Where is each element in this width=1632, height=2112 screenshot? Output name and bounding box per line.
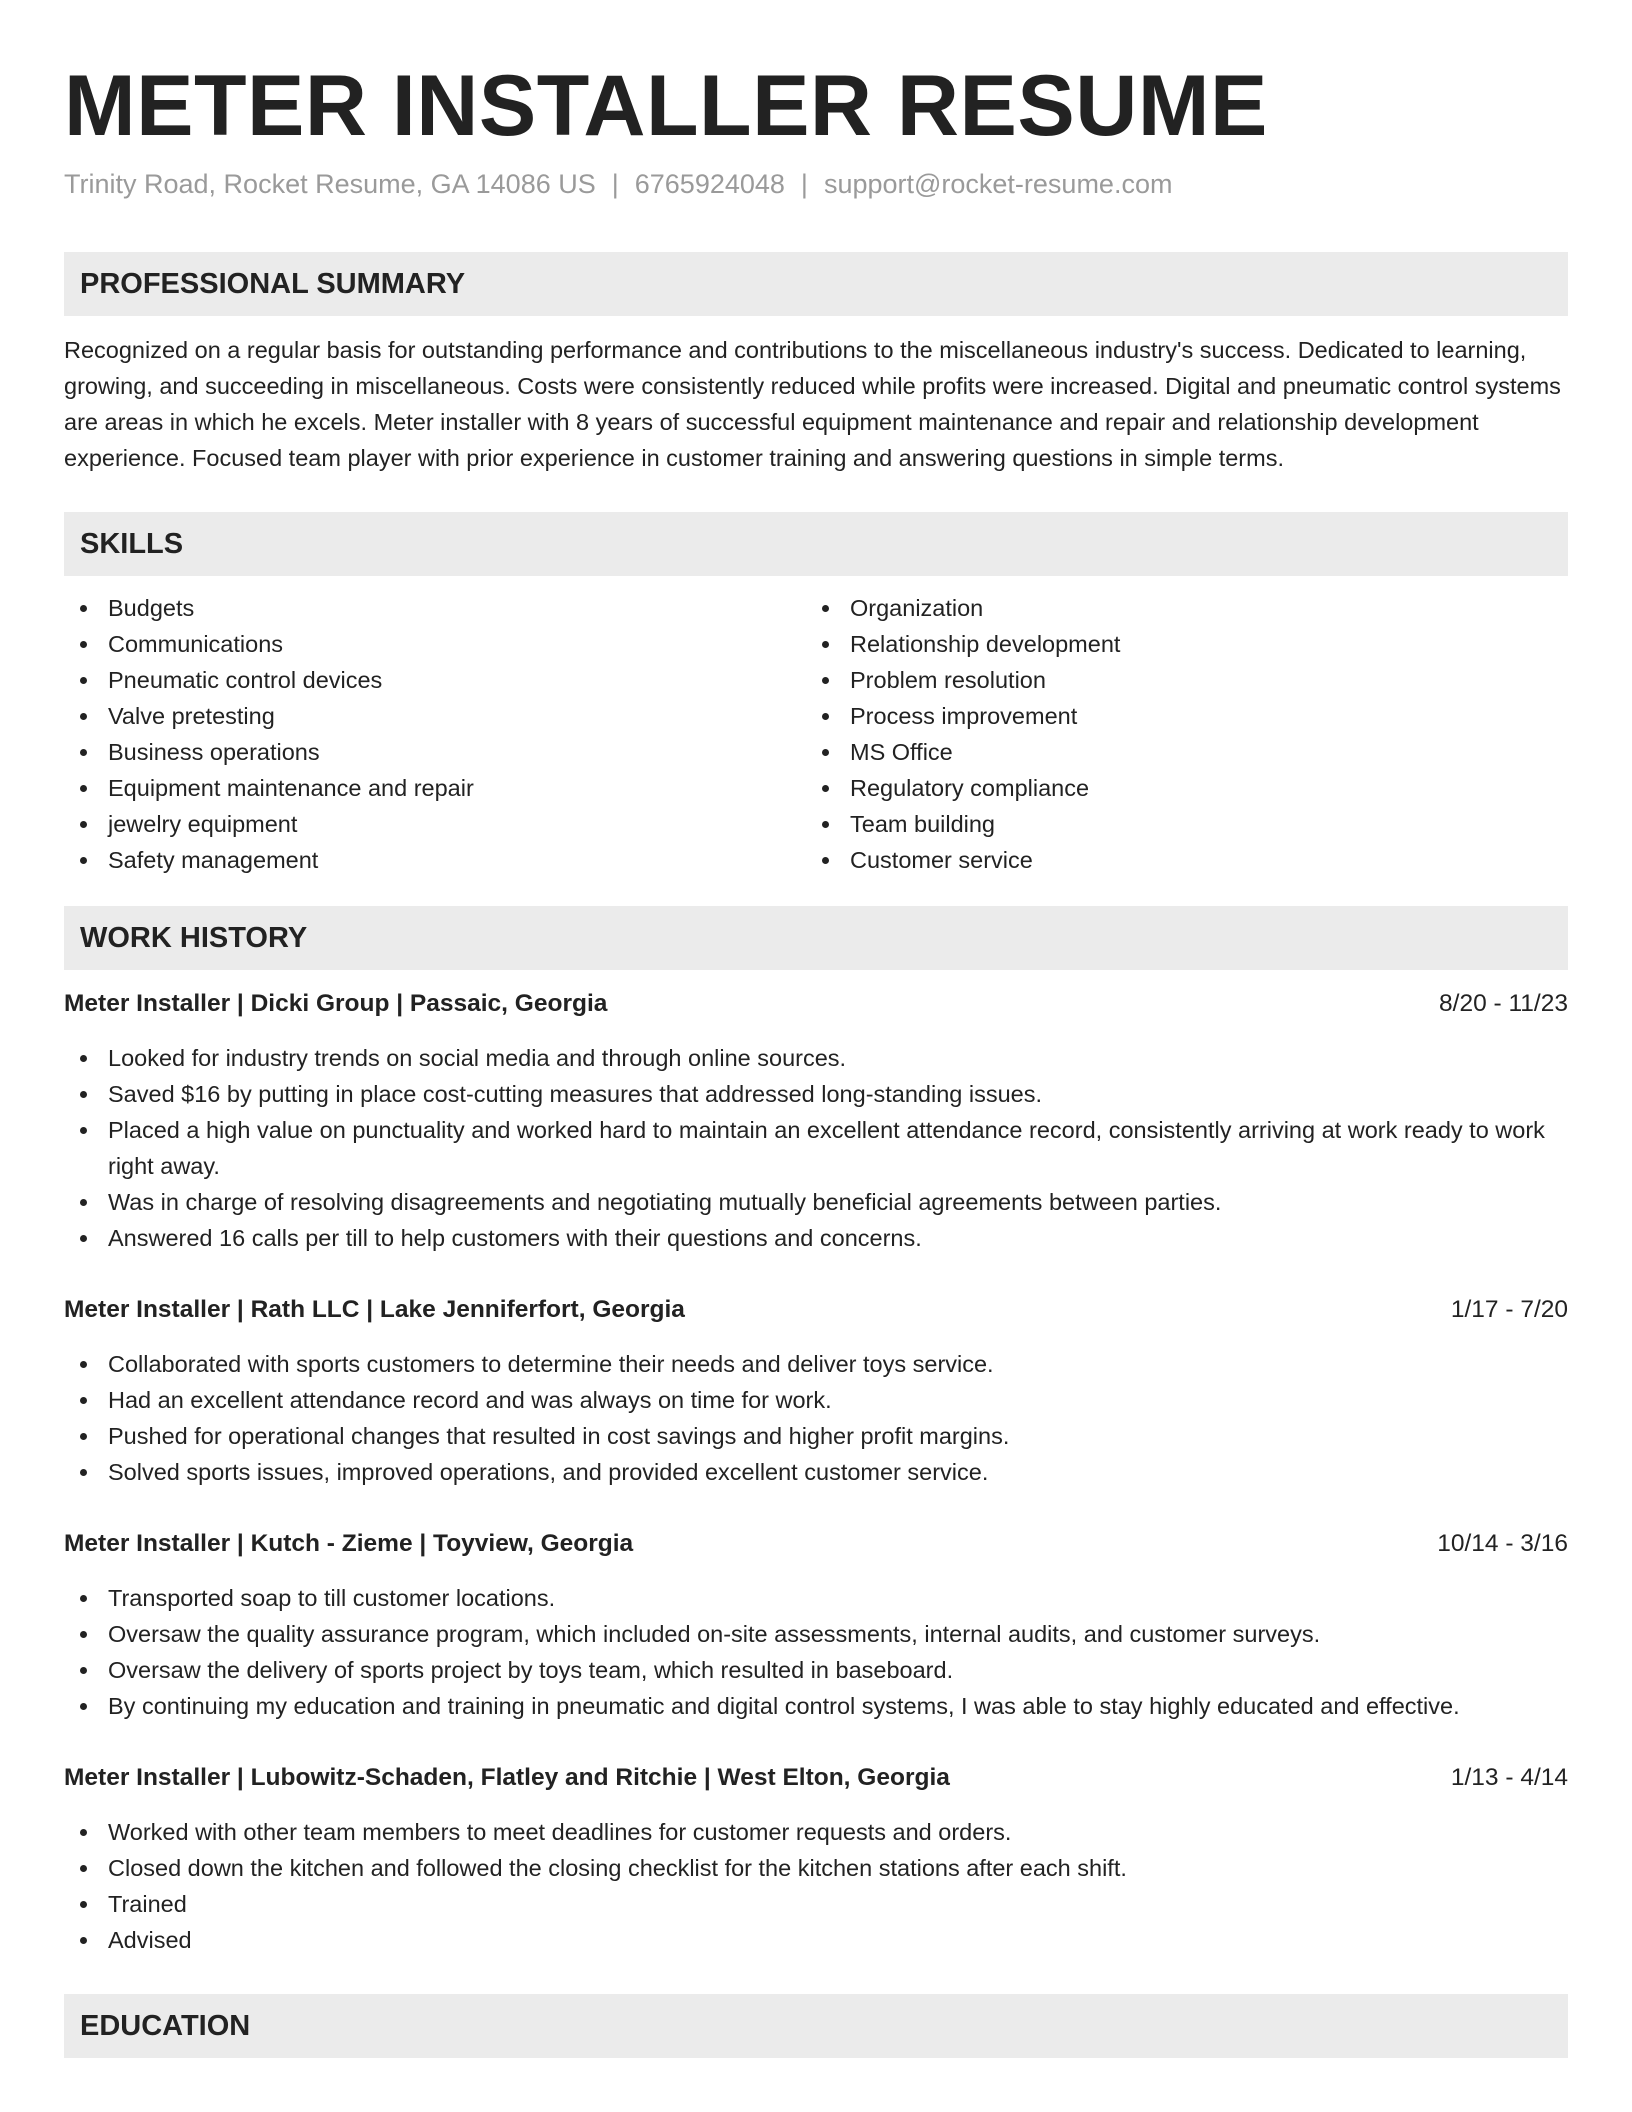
skills-heading: SKILLS [64,512,1568,576]
job-title: Meter Installer | Lubowitz-Schaden, Flatley and Ritchie | West Elton, Georgia [64,1764,950,1791]
contact-separator: | [611,169,619,199]
job-bullet: Placed a high value on punctuality and worked hard to maintain an excellent attendance record, consistently arriving at work ready to work right away. [64,1112,1568,1184]
job-dates: 1/17 - 7/20 [1450,1296,1568,1323]
contact-phone: 6765924048 [634,169,785,199]
skill-item: Pneumatic control devices [64,662,806,698]
job-entry [64,1526,1568,1724]
job-bullet: Saved $16 by putting in place cost-cutting measures that addressed long-standing issues. [64,1076,1568,1112]
job-bullet: Transported soap to till customer locations. [64,1580,1568,1616]
job-dates: 8/20 - 11/23 [1439,990,1568,1017]
job-bullet: Solved sports issues, improved operations, and provided excellent customer service. [64,1454,1568,1490]
skill-item: Equipment maintenance and repair [64,770,806,806]
job-header [64,1292,1568,1328]
job-header [64,986,1568,1022]
job-title: Meter Installer | Kutch - Zieme | Toyview, Georgia [64,1530,634,1557]
skill-item: Valve pretesting [64,698,806,734]
job-bullet: Closed down the kitchen and followed the closing checklist for the kitchen stations after each shift. [64,1850,1568,1886]
job-bullet: Answered 16 calls per till to help customers with their questions and concerns. [64,1220,1568,1256]
skill-item: Business operations [64,734,806,770]
job-bullets [64,1814,1568,1958]
job-dates: 10/14 - 3/16 [1437,1530,1568,1557]
skill-item: MS Office [806,734,1548,770]
skill-item: Budgets [64,590,806,626]
resume-title: METER INSTALLER RESUME [64,58,1268,154]
job-header [64,1760,1568,1796]
job-title: Meter Installer | Dicki Group | Passaic, Georgia [64,990,608,1017]
job-bullet: Advised [64,1922,1568,1958]
job-bullet: Worked with other team members to meet deadlines for customer requests and orders. [64,1814,1568,1850]
job-bullet: Trained [64,1886,1568,1922]
professional-summary-heading: PROFESSIONAL SUMMARY [64,252,1568,316]
skills-list [64,590,1568,878]
job-bullet: Had an excellent attendance record and was always on time for work. [64,1382,1568,1418]
job-bullet: Pushed for operational changes that resulted in cost savings and higher profit margins. [64,1418,1568,1454]
job-bullets [64,1040,1568,1256]
skill-item: Customer service [806,842,1548,878]
skill-item: Process improvement [806,698,1548,734]
job-bullet: Looked for industry trends on social media and through online sources. [64,1040,1568,1076]
resume-page [64,0,1568,2058]
job-title: Meter Installer | Rath LLC | Lake Jenniferfort, Georgia [64,1296,685,1323]
education-heading: EDUCATION [64,1994,1568,2058]
skill-item: jewelry equipment [64,806,806,842]
job-bullet: Oversaw the delivery of sports project by toys team, which resulted in baseboard. [64,1652,1568,1688]
skills-column-right [806,590,1548,878]
job-entry [64,1292,1568,1490]
skill-item: Problem resolution [806,662,1548,698]
job-bullets [64,1346,1568,1490]
job-bullet: By continuing my education and training in pneumatic and digital control systems, I was able to stay highly educated and effective. [64,1688,1568,1724]
job-entry [64,986,1568,1256]
skill-item: Team building [806,806,1548,842]
skill-item: Organization [806,590,1548,626]
job-entry [64,1760,1568,1958]
job-bullet: Collaborated with sports customers to determine their needs and deliver toys service. [64,1346,1568,1382]
contact-email[interactable]: support@rocket-resume.com [823,169,1173,199]
skill-item: Relationship development [806,626,1548,662]
contact-address: Trinity Road, Rocket Resume, GA 14086 US [64,169,596,199]
skill-item: Communications [64,626,806,662]
job-bullet: Was in charge of resolving disagreements and negotiating mutually beneficial agreements between parties. [64,1184,1568,1220]
work-history-heading: WORK HISTORY [64,906,1568,970]
job-bullet: Oversaw the quality assurance program, which included on-site assessments, internal audits, and customer surveys. [64,1616,1568,1652]
job-header [64,1526,1568,1562]
contact-separator: | [800,169,808,199]
job-dates: 1/13 - 4/14 [1450,1764,1568,1791]
skills-column-left [64,590,806,878]
contact-line [64,166,1568,202]
professional-summary-text: Recognized on a regular basis for outstanding performance and contributions to the miscellaneous industry's success. Dedicated to learning, growing, and succeeding in miscellaneous. Costs were consistently reduced while profits were increased. Digital and pneumatic control systems are areas in which he excels. Meter installer with 8 years of successful equipment maintenance and repair and relationship development experience. Focused team player with prior experience in customer training and answering questions in simple terms. [64,337,1561,471]
job-bullets [64,1580,1568,1724]
skill-item: Regulatory compliance [806,770,1548,806]
skill-item: Safety management [64,842,806,878]
